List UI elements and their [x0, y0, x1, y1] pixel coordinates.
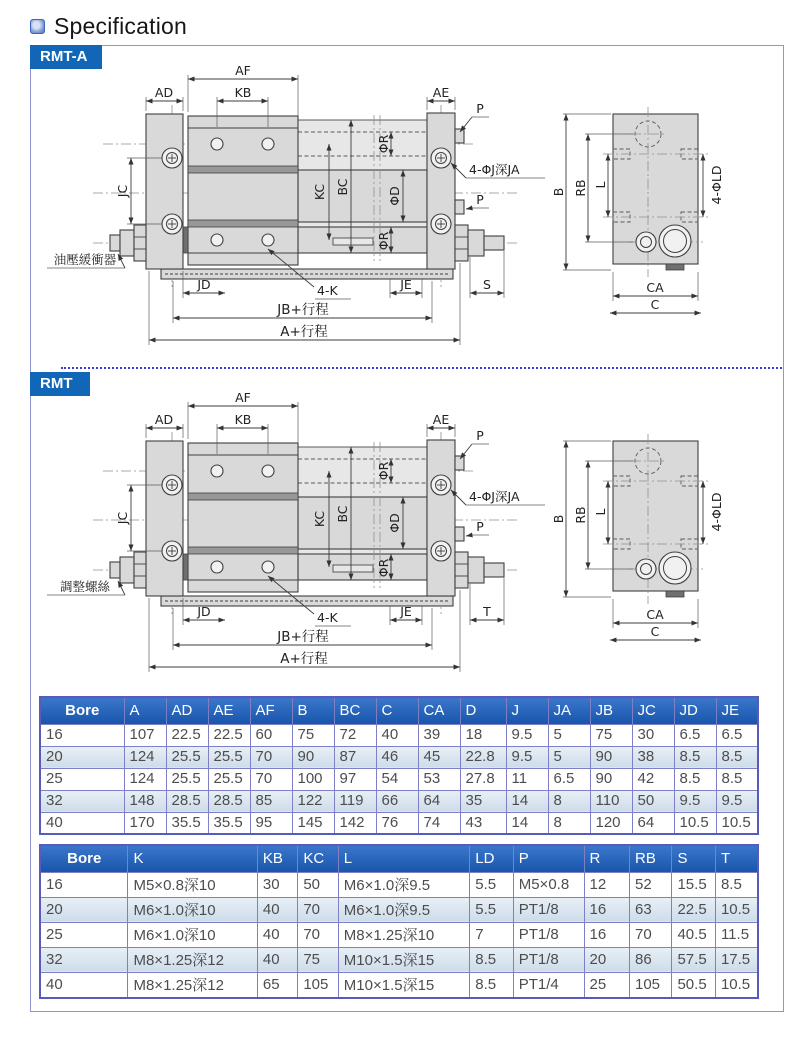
technical-drawing-rmt: [33, 384, 783, 684]
table-cell: 25: [40, 922, 128, 947]
table-cell: M6×1.0深9.5: [338, 872, 469, 897]
table-cell: 14: [506, 790, 548, 812]
table-cell: 124: [124, 768, 166, 790]
table-cell: 75: [292, 724, 334, 746]
dim-label-kb: KB: [234, 85, 252, 100]
table-cell: 10.5: [716, 812, 758, 834]
dim-label-p-top: P: [476, 101, 484, 116]
table-cell: 10.5: [715, 972, 758, 998]
dim-label-p-bottom: P: [476, 192, 484, 207]
table-cell: 8.5: [674, 746, 716, 768]
dim-label-bc: BC: [335, 178, 350, 196]
dim-label-4k: 4-K: [317, 283, 338, 298]
dim-label-4ld: 4-ΦLD: [709, 492, 724, 532]
table-cell: 9.5: [506, 746, 548, 768]
column-header-ld: LD: [470, 845, 513, 872]
table-cell: M10×1.5深15: [338, 947, 469, 972]
table-cell: 75: [590, 724, 632, 746]
table-cell: 16: [40, 724, 124, 746]
table-cell: 10.5: [674, 812, 716, 834]
table-cell: 28.5: [208, 790, 250, 812]
table-cell: 105: [630, 972, 672, 998]
table-cell: 45: [418, 746, 460, 768]
table-cell: 107: [124, 724, 166, 746]
column-header-c: C: [376, 697, 418, 724]
screw-hole: [431, 148, 451, 168]
table-cell: 148: [124, 790, 166, 812]
column-header-b: B: [292, 697, 334, 724]
table-cell: 54: [376, 768, 418, 790]
dim-label-c: C: [650, 297, 660, 312]
table-cell: 9.5: [674, 790, 716, 812]
screw-hole: [162, 541, 182, 561]
table-cell: 87: [334, 746, 376, 768]
dim-label-b: B: [551, 187, 566, 197]
table-row: [40, 812, 758, 834]
table-cell: 40: [40, 972, 128, 998]
column-header-a: A: [124, 697, 166, 724]
table-cell: 22.5: [166, 724, 208, 746]
table-cell: 8: [548, 812, 590, 834]
table-cell: 8.5: [674, 768, 716, 790]
table-cell: 63: [630, 897, 672, 922]
table-cell: 16: [584, 897, 630, 922]
table-cell: 90: [590, 746, 632, 768]
dim-label-rb: RB: [573, 506, 588, 524]
table-row: [40, 768, 758, 790]
table-cell: 43: [460, 812, 506, 834]
column-header-jc: JC: [632, 697, 674, 724]
screw-hole: [431, 214, 451, 234]
dim-label-p-bottom: P: [476, 519, 484, 534]
table-cell: 17.5: [715, 947, 758, 972]
table-row: [40, 872, 758, 897]
table-cell: 12: [584, 872, 630, 897]
table-cell: 52: [630, 872, 672, 897]
table-cell: 75: [298, 947, 338, 972]
table-cell: 10.5: [715, 897, 758, 922]
column-header-p: P: [513, 845, 584, 872]
table-cell: 25: [40, 768, 124, 790]
table-cell: 25.5: [166, 746, 208, 768]
table-cell: 9.5: [716, 790, 758, 812]
table-cell: 65: [257, 972, 297, 998]
table-cell: 11.5: [715, 922, 758, 947]
table-cell: 40.5: [672, 922, 715, 947]
dim-label-jc: JC: [115, 511, 130, 525]
dim-label-ad: AD: [154, 412, 174, 427]
page-title: Specification: [54, 12, 188, 39]
side-view: [603, 107, 709, 277]
dim-label-ca: CA: [646, 607, 664, 622]
model-tag-rmt-a: RMT-A: [30, 45, 102, 69]
table-cell: 9.5: [506, 724, 548, 746]
table-cell: 11: [506, 768, 548, 790]
column-header-rb: RB: [630, 845, 672, 872]
column-header-t: T: [715, 845, 758, 872]
table-cell: 6.5: [548, 768, 590, 790]
table-cell: 74: [418, 812, 460, 834]
table-cell: 70: [630, 922, 672, 947]
table-cell: 27.8: [460, 768, 506, 790]
dim-label-jc: JC: [115, 184, 130, 198]
table-cell: 32: [40, 947, 128, 972]
table-cell: 64: [418, 790, 460, 812]
table-cell: 32: [40, 790, 124, 812]
dim-label-b: B: [551, 514, 566, 524]
screw-hole: [162, 214, 182, 234]
table-cell: 120: [590, 812, 632, 834]
table-cell: 66: [376, 790, 418, 812]
table-cell: 70: [250, 746, 292, 768]
screw-hole: [162, 148, 182, 168]
table-cell: 105: [298, 972, 338, 998]
dim-label-c: C: [650, 624, 660, 639]
table-cell: 70: [298, 897, 338, 922]
dim-label-jb-stroke: JB+行程: [277, 629, 329, 645]
column-header-kb: KB: [257, 845, 297, 872]
dim-label-je: JE: [400, 277, 412, 292]
table-cell: 90: [292, 746, 334, 768]
table-cell: 122: [292, 790, 334, 812]
table-cell: 20: [584, 947, 630, 972]
table-cell: 170: [124, 812, 166, 834]
table-cell: 124: [124, 746, 166, 768]
column-header-ca: CA: [418, 697, 460, 724]
table-cell: 22.5: [672, 897, 715, 922]
screw-hole: [431, 541, 451, 561]
table-cell: 85: [250, 790, 292, 812]
table-cell: PT1/8: [513, 947, 584, 972]
technical-drawing-rmt-a: [33, 57, 783, 357]
table-cell: 8.5: [716, 746, 758, 768]
table-cell: 40: [257, 897, 297, 922]
dim-label-end: T: [483, 604, 491, 619]
table-cell: PT1/8: [513, 897, 584, 922]
table-cell: 95: [250, 812, 292, 834]
dim-label-rb: RB: [573, 179, 588, 197]
dim-label-end: S: [483, 277, 491, 292]
table-cell: 6.5: [716, 724, 758, 746]
table-cell: 90: [590, 768, 632, 790]
table-cell: 14: [506, 812, 548, 834]
table-cell: M8×1.25深12: [128, 947, 257, 972]
table-cell: M8×1.25深12: [128, 972, 257, 998]
callout-label: 油壓緩衝器: [53, 252, 117, 267]
front-view: [93, 432, 520, 614]
table-row: [40, 746, 758, 768]
table-cell: 142: [334, 812, 376, 834]
dim-label-af: AF: [235, 63, 251, 78]
table-cell: 70: [298, 922, 338, 947]
table-header-row: [40, 697, 758, 724]
dim-label-a-stroke: A+行程: [280, 651, 328, 667]
table-cell: 25.5: [208, 746, 250, 768]
table-cell: 35: [460, 790, 506, 812]
dim-label-holes: 4-ΦJ深JA: [469, 489, 520, 504]
table-cell: 50: [298, 872, 338, 897]
column-header-r: R: [584, 845, 630, 872]
table-row: [40, 724, 758, 746]
table-cell: 6.5: [674, 724, 716, 746]
section-divider: [61, 367, 782, 369]
dim-label-ad: AD: [154, 85, 174, 100]
dim-label-phi-d: ΦD: [387, 186, 402, 206]
table-cell: 5.5: [470, 872, 513, 897]
dimensions-table-1: [39, 696, 759, 835]
table-cell: PT1/4: [513, 972, 584, 998]
front-view: [93, 105, 520, 287]
screw-hole: [431, 475, 451, 495]
dim-label-jd: JD: [197, 277, 211, 292]
table-cell: 50.5: [672, 972, 715, 998]
table-cell: 40: [40, 812, 124, 834]
column-header-d: D: [460, 697, 506, 724]
column-header-kc: KC: [298, 845, 338, 872]
dimensions-table-2: [39, 844, 759, 999]
table-cell: 16: [40, 872, 128, 897]
table-cell: 64: [632, 812, 674, 834]
dim-label-je: JE: [400, 604, 412, 619]
dim-label-phi-d: ΦD: [387, 513, 402, 533]
dim-label-kc: KC: [312, 183, 327, 201]
callout-label: 調整螺絲: [59, 579, 111, 594]
table-header-row: [40, 845, 758, 872]
table-cell: 50: [632, 790, 674, 812]
table-cell: 97: [334, 768, 376, 790]
column-header-jd: JD: [674, 697, 716, 724]
column-header-je: JE: [716, 697, 758, 724]
table-cell: 20: [40, 746, 124, 768]
table-cell: 8.5: [716, 768, 758, 790]
table-cell: 30: [632, 724, 674, 746]
dim-label-phi-r-top: ΦR: [376, 134, 391, 154]
side-view: [603, 434, 709, 604]
column-header-l: L: [338, 845, 469, 872]
dim-label-ca: CA: [646, 280, 664, 295]
column-header-af: AF: [250, 697, 292, 724]
table-cell: M6×1.0深10: [128, 922, 257, 947]
page-header: [30, 10, 790, 42]
table-row: [40, 922, 758, 947]
dim-label-p-top: P: [476, 428, 484, 443]
table-cell: 53: [418, 768, 460, 790]
table-cell: 5: [548, 746, 590, 768]
dim-label-phi-r-top: ΦR: [376, 461, 391, 481]
dim-label-a-stroke: A+行程: [280, 324, 328, 340]
column-header-k: K: [128, 845, 257, 872]
dim-label-ae: AE: [432, 85, 450, 100]
table-cell: M8×1.25深10: [338, 922, 469, 947]
table-cell: 145: [292, 812, 334, 834]
table-cell: 76: [376, 812, 418, 834]
dim-label-phi-r-bottom: ΦR: [376, 558, 391, 578]
table-cell: 72: [334, 724, 376, 746]
table-cell: 25: [584, 972, 630, 998]
table-cell: 16: [584, 922, 630, 947]
table-row: [40, 790, 758, 812]
dim-label-4ld: 4-ΦLD: [709, 165, 724, 205]
table-cell: 25.5: [208, 768, 250, 790]
dim-label-holes: 4-ΦJ深JA: [469, 162, 520, 177]
table-cell: 35.5: [166, 812, 208, 834]
table-cell: 30: [257, 872, 297, 897]
table-cell: 28.5: [166, 790, 208, 812]
table-cell: M6×1.0深10: [128, 897, 257, 922]
table-cell: M5×0.8深10: [128, 872, 257, 897]
column-header-j: J: [506, 697, 548, 724]
dim-label-l: L: [593, 508, 608, 516]
table-cell: 60: [250, 724, 292, 746]
table-cell: 5.5: [470, 897, 513, 922]
table-cell: 110: [590, 790, 632, 812]
table-cell: 40: [257, 947, 297, 972]
table-cell: 119: [334, 790, 376, 812]
column-header-bore: Bore: [40, 845, 128, 872]
table-cell: 20: [40, 897, 128, 922]
table-cell: 8.5: [470, 972, 513, 998]
screw-hole: [162, 475, 182, 495]
dim-label-phi-r-bottom: ΦR: [376, 231, 391, 251]
dim-label-ae: AE: [432, 412, 450, 427]
table-cell: PT1/8: [513, 922, 584, 947]
table-cell: 25.5: [166, 768, 208, 790]
table-cell: 40: [376, 724, 418, 746]
table-row: [40, 897, 758, 922]
table-cell: 100: [292, 768, 334, 790]
column-header-ad: AD: [166, 697, 208, 724]
specification-panel: [30, 45, 784, 1012]
table-cell: 15.5: [672, 872, 715, 897]
dim-label-4k: 4-K: [317, 610, 338, 625]
column-header-s: S: [672, 845, 715, 872]
table-cell: 8.5: [470, 947, 513, 972]
table-cell: 42: [632, 768, 674, 790]
dim-label-af: AF: [235, 390, 251, 405]
column-header-ae: AE: [208, 697, 250, 724]
table-row: [40, 972, 758, 998]
table-cell: 39: [418, 724, 460, 746]
table-cell: M10×1.5深15: [338, 972, 469, 998]
table-cell: 8.5: [715, 872, 758, 897]
column-header-bc: BC: [334, 697, 376, 724]
dim-label-jb-stroke: JB+行程: [277, 302, 329, 318]
table-cell: 38: [632, 746, 674, 768]
dim-label-jd: JD: [197, 604, 211, 619]
table-cell: 22.5: [208, 724, 250, 746]
table-cell: M5×0.8: [513, 872, 584, 897]
table-cell: 70: [250, 768, 292, 790]
table-cell: 8: [548, 790, 590, 812]
table-cell: 35.5: [208, 812, 250, 834]
column-header-jb: JB: [590, 697, 632, 724]
dim-label-kc: KC: [312, 510, 327, 528]
table-cell: 46: [376, 746, 418, 768]
table-cell: 7: [470, 922, 513, 947]
dim-label-l: L: [593, 181, 608, 189]
column-header-bore: Bore: [40, 697, 124, 724]
dim-label-kb: KB: [234, 412, 252, 427]
model-tag-rmt: RMT: [30, 372, 90, 396]
table-cell: M6×1.0深9.5: [338, 897, 469, 922]
table-cell: 86: [630, 947, 672, 972]
section-bullet-icon: [30, 19, 45, 34]
table-cell: 57.5: [672, 947, 715, 972]
table-cell: 5: [548, 724, 590, 746]
table-cell: 22.8: [460, 746, 506, 768]
table-cell: 40: [257, 922, 297, 947]
column-header-ja: JA: [548, 697, 590, 724]
table-row: [40, 947, 758, 972]
table-cell: 18: [460, 724, 506, 746]
dim-label-bc: BC: [335, 505, 350, 523]
